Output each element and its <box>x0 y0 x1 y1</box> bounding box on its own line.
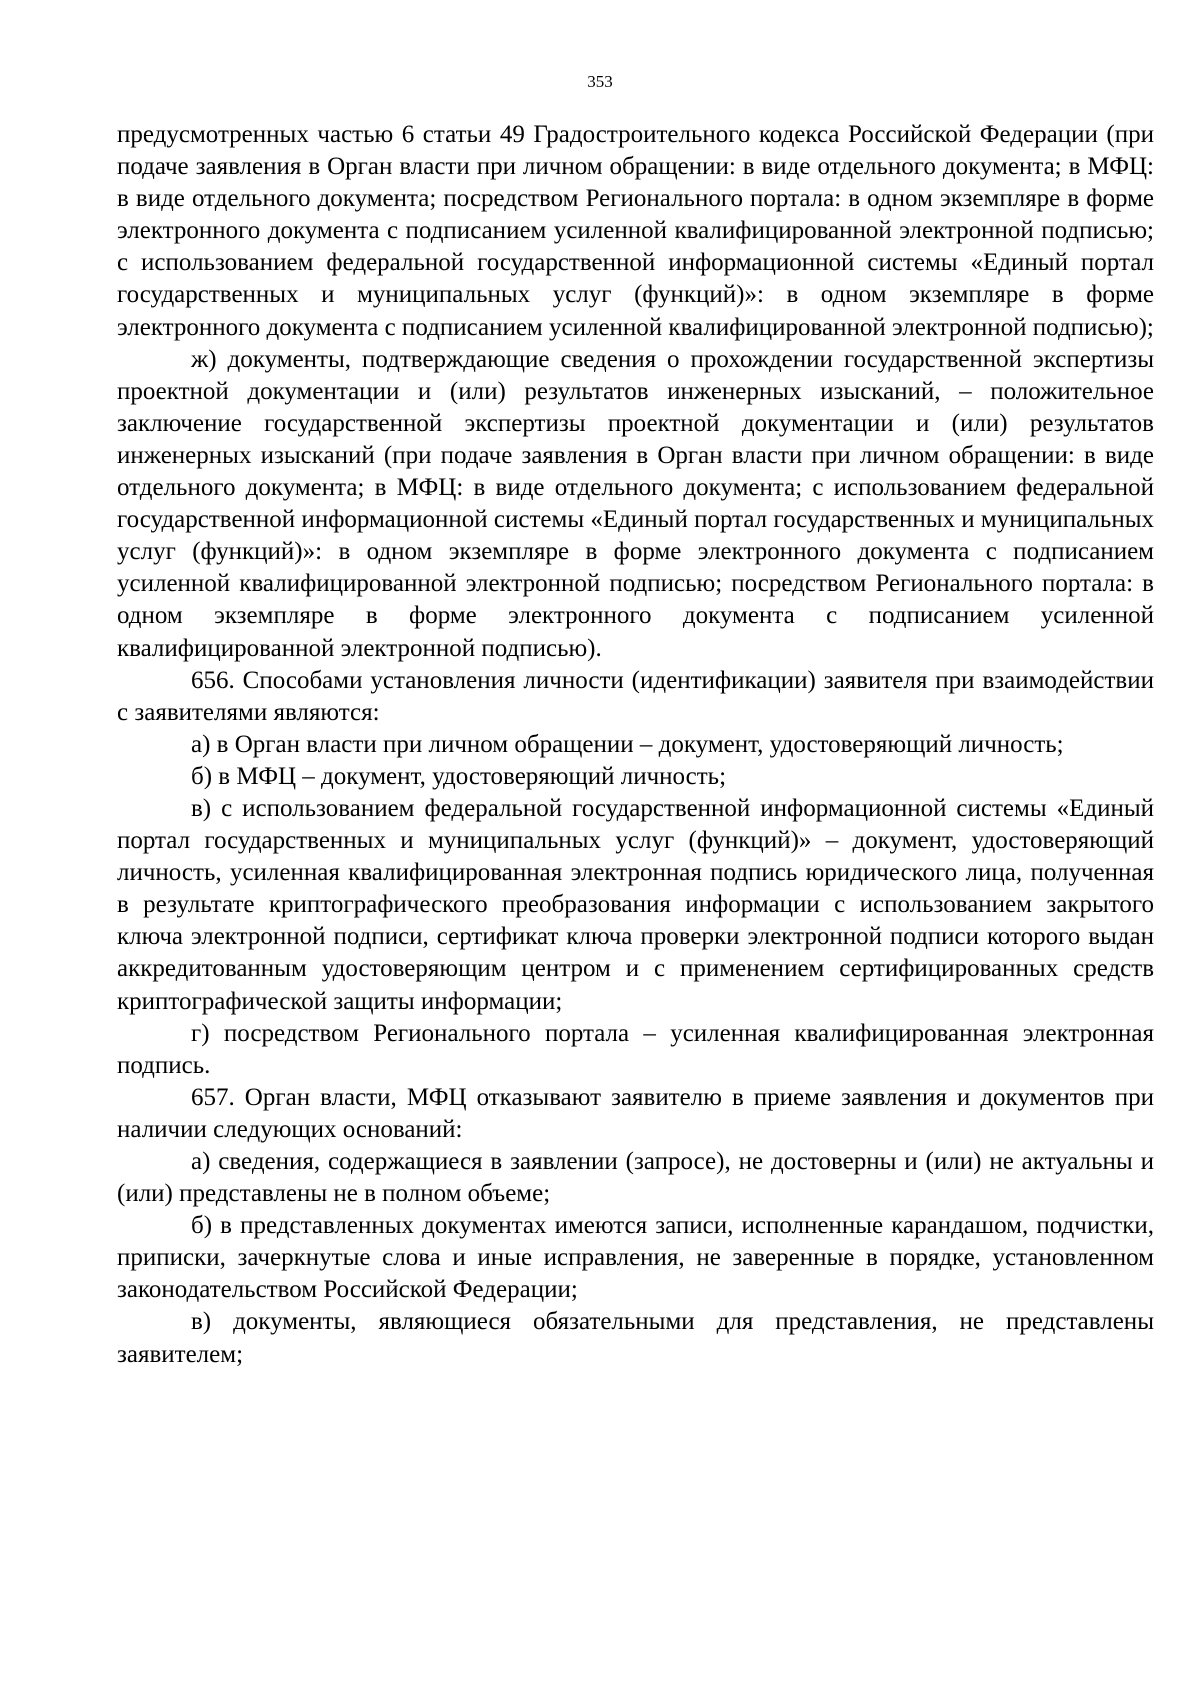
paragraph-656: 656. Способами установления личности (идентификации) заявителя при взаимодействии с заявителями являются: <box>117 666 1154 726</box>
page-number: 353 <box>587 72 613 91</box>
document-body <box>117 119 1154 1371</box>
paragraph-continuation: предусмотренных частью 6 статьи 49 Градостроительного кодекса Российской Федерации (при подаче заявления в Орган власти при личном обращении: в виде отдельного документа; в МФЦ: в виде отдельного документа; посредством Регионального портала: в одном экземпляре в форме электронного документа с подписанием усиленной квалифицированной электронной подписью; с использованием федеральной государственной информационной системы «Единый портал государственных и муниципальных услуг (функций)»: в одном экземпляре в форме электронного документа с подписанием усиленной квалифицированной электронной подписью); <box>117 121 1154 341</box>
paragraph-657-v: в) документы, являющиеся обязательными для представления, не представлены заявителем; <box>117 1308 1154 1368</box>
paragraph-657: 657. Орган власти, МФЦ отказывают заявителю в приеме заявления и документов при наличии следующих оснований: <box>117 1083 1154 1143</box>
paragraph-656-g: г) посредством Регионального портала – усиленная квалифицированная электронная подпись. <box>117 1019 1154 1079</box>
paragraph-656-b: б) в МФЦ – документ, удостоверяющий личность; <box>191 762 727 790</box>
paragraph-657-b: б) в представленных документах имеются записи, исполненные карандашом, подчистки, приписки, зачеркнутые слова и иные исправления, не заверенные в порядке, установленном законодательством Российской Федерации; <box>117 1212 1154 1304</box>
paragraph-657-a: а) сведения, содержащиеся в заявлении (запросе), не достоверны и (или) не актуальны и (или) представлены не в полном объеме; <box>117 1148 1154 1208</box>
paragraph-656-a: а) в Орган власти при личном обращении – документ, удостоверяющий личность; <box>191 730 1064 758</box>
paragraph-656-v: в) с использованием федеральной государственной информационной системы «Единый портал государственных и муниципальных услуг (функций)» – документ, удостоверяющий личность, усиленная квалифицированная электронная подпись юридического лица, полученная в результате криптографического преобразования информации с использованием закрытого ключа электронной подписи, сертификат ключа проверки электронной подписи которого выдан аккредитованным удостоверяющим центром и с применением сертифицированных средств криптографической защиты информации; <box>117 794 1154 1015</box>
paragraph-item-zh: ж) документы, подтверждающие сведения о прохождении государственной экспертизы проектной документации и (или) результатов инженерных изысканий, – положительное заключение государственной экспертизы проектной документации и (или) результатов инженерных изысканий (при подаче заявления в Орган власти при личном обращении: в виде отдельного документа; в МФЦ: в виде отдельного документа; с использованием федеральной государственной информационной системы «Единый портал государственных и муниципальных услуг (функций)»: в одном экземпляре в форме электронного документа с подписанием усиленной квалифицированной электронной подписью; посредством Регионального портала: в одном экземпляре в форме электронного документа с подписанием усиленной квалифицированной электронной подписью). <box>117 345 1154 662</box>
